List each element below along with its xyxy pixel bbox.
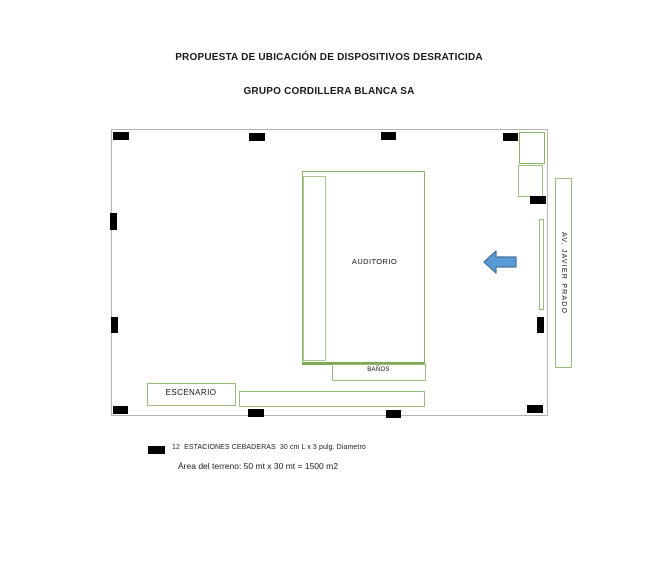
bait-station xyxy=(113,132,129,140)
legend-swatch xyxy=(148,446,165,454)
left-arrow-icon xyxy=(483,250,517,274)
bait-station xyxy=(530,196,546,204)
bait-station xyxy=(386,410,401,418)
bait-station xyxy=(527,405,543,413)
bait-station xyxy=(111,317,118,333)
street-label: AV. JAVIER PRADO xyxy=(560,231,567,315)
escenario-label: ESCENARIO xyxy=(165,388,217,397)
bait-station xyxy=(503,133,518,141)
bait-station xyxy=(113,406,128,414)
street-band xyxy=(555,178,572,368)
main-title: PROPUESTA DE UBICACIÓN DE DISPOSITIVOS DESRATICIDA xyxy=(175,52,483,63)
subtitle: GRUPO CORDILLERA BLANCA SA xyxy=(243,86,415,97)
bait-station xyxy=(381,132,396,140)
storage-square-top xyxy=(519,132,545,164)
legend-area-text: Área del terreno: 50 mt x 30 mt = 1500 m2 xyxy=(178,461,338,471)
bait-station xyxy=(249,133,265,141)
bait-station xyxy=(110,213,117,230)
stage-platform xyxy=(239,391,425,407)
bait-station xyxy=(537,317,544,333)
auditorio-corridor xyxy=(303,176,326,361)
bait-station xyxy=(248,409,264,417)
legend-station-text: 12 ESTACIONES CEBADERAS 30 cm L x 3 pulg. Diametro xyxy=(172,444,366,451)
right-side-strip xyxy=(539,219,544,310)
banos-label: BAÑOS xyxy=(367,367,390,373)
storage-square-bottom xyxy=(518,165,543,197)
auditorio-label: AUDITORIO xyxy=(351,257,398,266)
